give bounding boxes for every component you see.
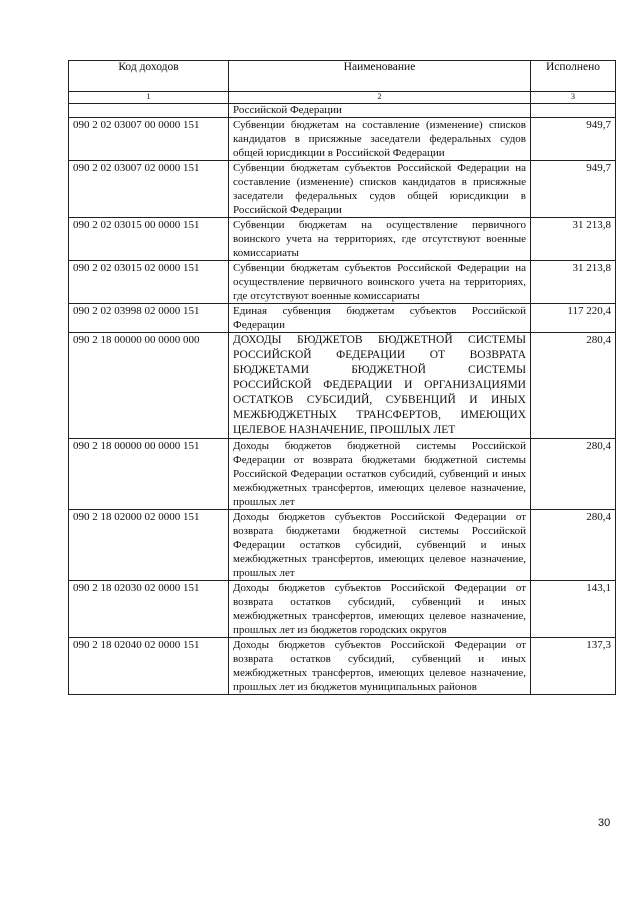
row-name: Субвенции бюджетам на составление (изменение) списков кандидатов в присяжные заседатели федеральных судов общей юрисдикции в Российской Федерации <box>229 118 531 161</box>
table-row <box>69 333 616 439</box>
header-row <box>69 61 616 92</box>
table-row <box>69 638 616 695</box>
row-code: 090 2 02 03998 02 0000 151 <box>69 304 229 333</box>
row-code: 090 2 18 00000 00 0000 151 <box>69 439 229 510</box>
row-value: 280,4 <box>531 333 616 439</box>
row-code: 090 2 18 00000 00 0000 000 <box>69 333 229 439</box>
row-name: Доходы бюджетов субъектов Российской Федерации от возврата бюджетами бюджетной системы Российской Федерации остатков субсидий, субвенций и иных межбюджетных трансфертов, имеющих целевое назначение, прошлых лет <box>229 510 531 581</box>
row-value: 117 220,4 <box>531 304 616 333</box>
continuation-code <box>69 104 229 118</box>
table-row <box>69 439 616 510</box>
table-row <box>69 510 616 581</box>
continuation-name: Российской Федерации <box>229 104 531 118</box>
header-name: Наименование <box>229 61 531 92</box>
table-row <box>69 581 616 638</box>
header-code: Код доходов <box>69 61 229 92</box>
table-row <box>69 304 616 333</box>
row-name: Доходы бюджетов субъектов Российской Федерации от возврата остатков субсидий, субвенций и иных межбюджетных трансфертов, имеющих целевое назначение, прошлых лет из бюджетов муниципальных районов <box>229 638 531 695</box>
revenue-table <box>68 60 616 695</box>
row-name: Субвенции бюджетам на осуществление первичного воинского учета на территориях, где отсутствуют военные комиссариаты <box>229 218 531 261</box>
column-number-row <box>69 92 616 104</box>
table-row <box>69 261 616 304</box>
row-value: 280,4 <box>531 439 616 510</box>
row-value: 31 213,8 <box>531 261 616 304</box>
table-row <box>69 218 616 261</box>
continuation-value <box>531 104 616 118</box>
row-code: 090 2 18 02040 02 0000 151 <box>69 638 229 695</box>
table-row <box>69 161 616 218</box>
row-code: 090 2 02 03015 00 0000 151 <box>69 218 229 261</box>
row-name: Единая субвенция бюджетам субъектов Российской Федерации <box>229 304 531 333</box>
column-number-2: 2 <box>229 92 531 104</box>
row-value: 949,7 <box>531 161 616 218</box>
row-value: 31 213,8 <box>531 218 616 261</box>
row-value: 137,3 <box>531 638 616 695</box>
row-value: 280,4 <box>531 510 616 581</box>
row-code: 090 2 02 03007 00 0000 151 <box>69 118 229 161</box>
row-code: 090 2 02 03015 02 0000 151 <box>69 261 229 304</box>
column-number-3: 3 <box>531 92 616 104</box>
page-number: 30 <box>598 817 611 829</box>
row-value: 143,1 <box>531 581 616 638</box>
continuation-row <box>69 104 616 118</box>
row-code: 090 2 18 02030 02 0000 151 <box>69 581 229 638</box>
row-value: 949,7 <box>531 118 616 161</box>
table-row <box>69 118 616 161</box>
row-name: Доходы бюджетов бюджетной системы Российской Федерации от возврата бюджетами бюджетной системы Российской Федерации остатков субсидий, субвенций и иных межбюджетных трансфертов, имеющих целевое назначение, прошлых лет <box>229 439 531 510</box>
row-name: Субвенции бюджетам субъектов Российской Федерации на осуществление первичного воинского учета на территориях, где отсутствуют военные комиссариаты <box>229 261 531 304</box>
header-value: Исполнено <box>531 61 616 92</box>
row-code: 090 2 18 02000 02 0000 151 <box>69 510 229 581</box>
row-name: Субвенции бюджетам субъектов Российской Федерации на составление (изменение) списков кандидатов в присяжные заседатели федеральных судов общей юрисдикции в Российской Федерации <box>229 161 531 218</box>
row-name: ДОХОДЫ БЮДЖЕТОВ БЮДЖЕТНОЙ СИСТЕМЫ РОССИЙСКОЙ ФЕДЕРАЦИИ ОТ ВОЗВРАТА БЮДЖЕТАМИ БЮДЖЕТНОЙ СИСТЕМЫ РОССИЙСКОЙ ФЕДЕРАЦИИ И ОРГАНИЗАЦИЯМИ ОСТАТКОВ СУБСИДИЙ, СУБВЕНЦИЙ И ИНЫХ МЕЖБЮДЖЕТНЫХ ТРАНСФЕРТОВ, ИМЕЮЩИХ ЦЕЛЕВОЕ НАЗНАЧЕНИЕ, ПРОШЛЫХ ЛЕТ <box>229 333 531 439</box>
column-number-1: 1 <box>69 92 229 104</box>
row-name: Доходы бюджетов субъектов Российской Федерации от возврата остатков субсидий, субвенций и иных межбюджетных трансфертов, имеющих целевое назначение, прошлых лет из бюджетов городских округов <box>229 581 531 638</box>
row-code: 090 2 02 03007 02 0000 151 <box>69 161 229 218</box>
